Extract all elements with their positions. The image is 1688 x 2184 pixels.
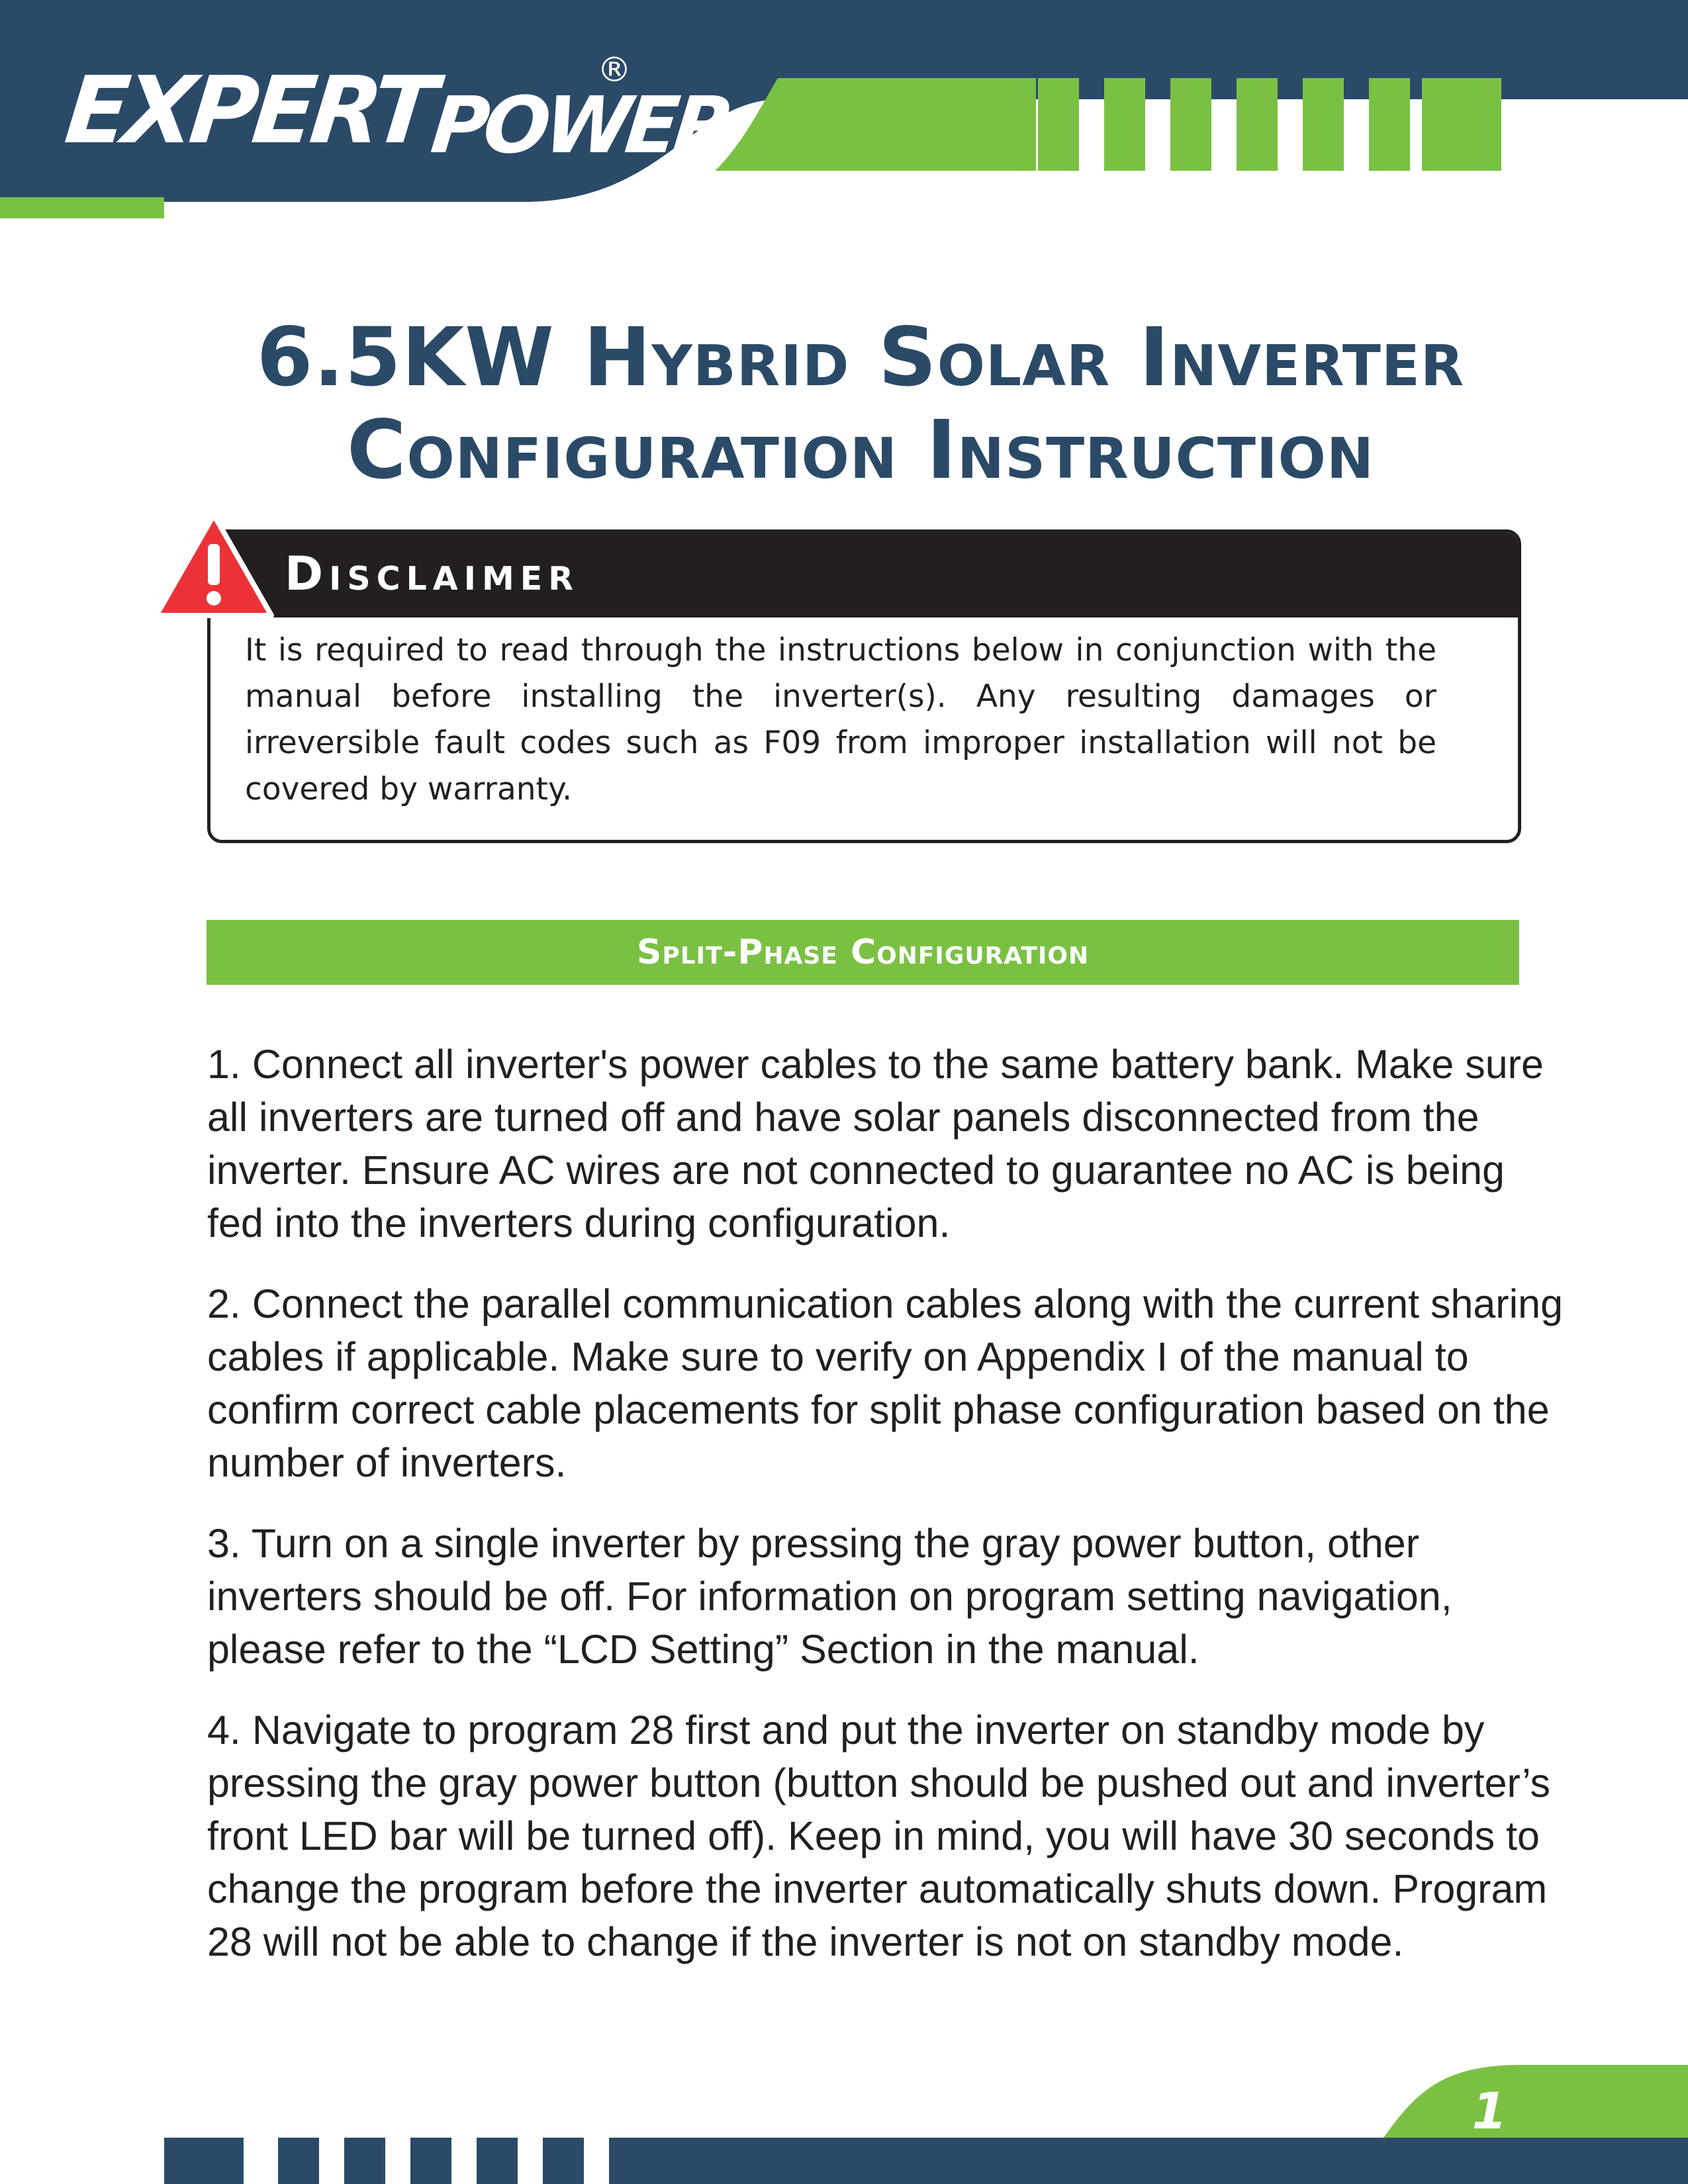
footer-bar-wide <box>164 2138 244 2184</box>
footer-green-tab <box>1383 2065 1688 2138</box>
page-title <box>132 311 1589 496</box>
step-2: 2. Connect the parallel communication cables along with the current sharing cables if applicable. Make sure to verify on Appendix I of the manual to confirm correct cable placements for split phase configuration based on the number of inverters. <box>207 1281 1564 1485</box>
logo-expert: EXPERT <box>60 56 437 165</box>
disclaimer-text: It is required to read through the instructions below in conjunction with the manual before installing the inverter(s). Any resulting damages or irreversible fault codes such as F09 from improper installation will not be covered by warranty. <box>245 632 1436 807</box>
footer-bar <box>543 2138 584 2184</box>
footer-navy-strip <box>629 2138 1688 2184</box>
brand-logo <box>60 54 734 171</box>
step-4: 4. Navigate to program 28 first and put the inverter on standby mode by pressing the gray power button (button should be pushed out and inverter’s front LED bar will be turned off). Keep in mind, you will have 30 seconds to change the program before the inverter automatically shuts down. Program 28 will not be able to change if the inverter is not on standby mode. <box>207 1707 1551 1964</box>
page-number: 1 <box>1472 2081 1507 2140</box>
header-bar-wide <box>1422 78 1501 171</box>
registered-mark: ® <box>597 50 632 90</box>
logo-power: POWER <box>427 79 734 171</box>
steps-list <box>207 1038 1564 1996</box>
header-bar <box>1038 78 1079 171</box>
title-line-1: 6.5KW Hybrid Solar Inverter <box>256 310 1465 404</box>
header-bar <box>1237 78 1278 171</box>
footer-bar <box>477 2138 518 2184</box>
section-heading-bar <box>207 920 1519 985</box>
footer-bar <box>410 2138 451 2184</box>
header-bar <box>1369 78 1410 171</box>
header-bar <box>1104 78 1145 171</box>
header-green-accent <box>0 197 164 218</box>
step-3: 3. Turn on a single inverter by pressing the gray power button, other inverters should be off. For information on program setting navigation, please refer to the “LCD Setting” Section in the manual. <box>207 1521 1452 1672</box>
title-line-2: Configuration Instruction <box>346 403 1375 497</box>
disclaimer-heading: Disclaimer <box>285 547 579 601</box>
warning-triangle-icon <box>151 510 277 622</box>
footer-bar <box>344 2138 385 2184</box>
header-bar <box>1303 78 1344 171</box>
section-heading: Split-Phase Configuration <box>636 933 1090 972</box>
footer-bar <box>278 2138 319 2184</box>
step-1: 1. Connect all inverter's power cables to the same battery bank. Make sure all inverters are turned off and have solar panels disconnected from the inverter. Ensure AC wires are not connected to guarantee no AC is being fed into the inverters during configuration. <box>207 1042 1544 1246</box>
header-bar <box>1170 78 1211 171</box>
footer-banner <box>0 2038 1688 2184</box>
